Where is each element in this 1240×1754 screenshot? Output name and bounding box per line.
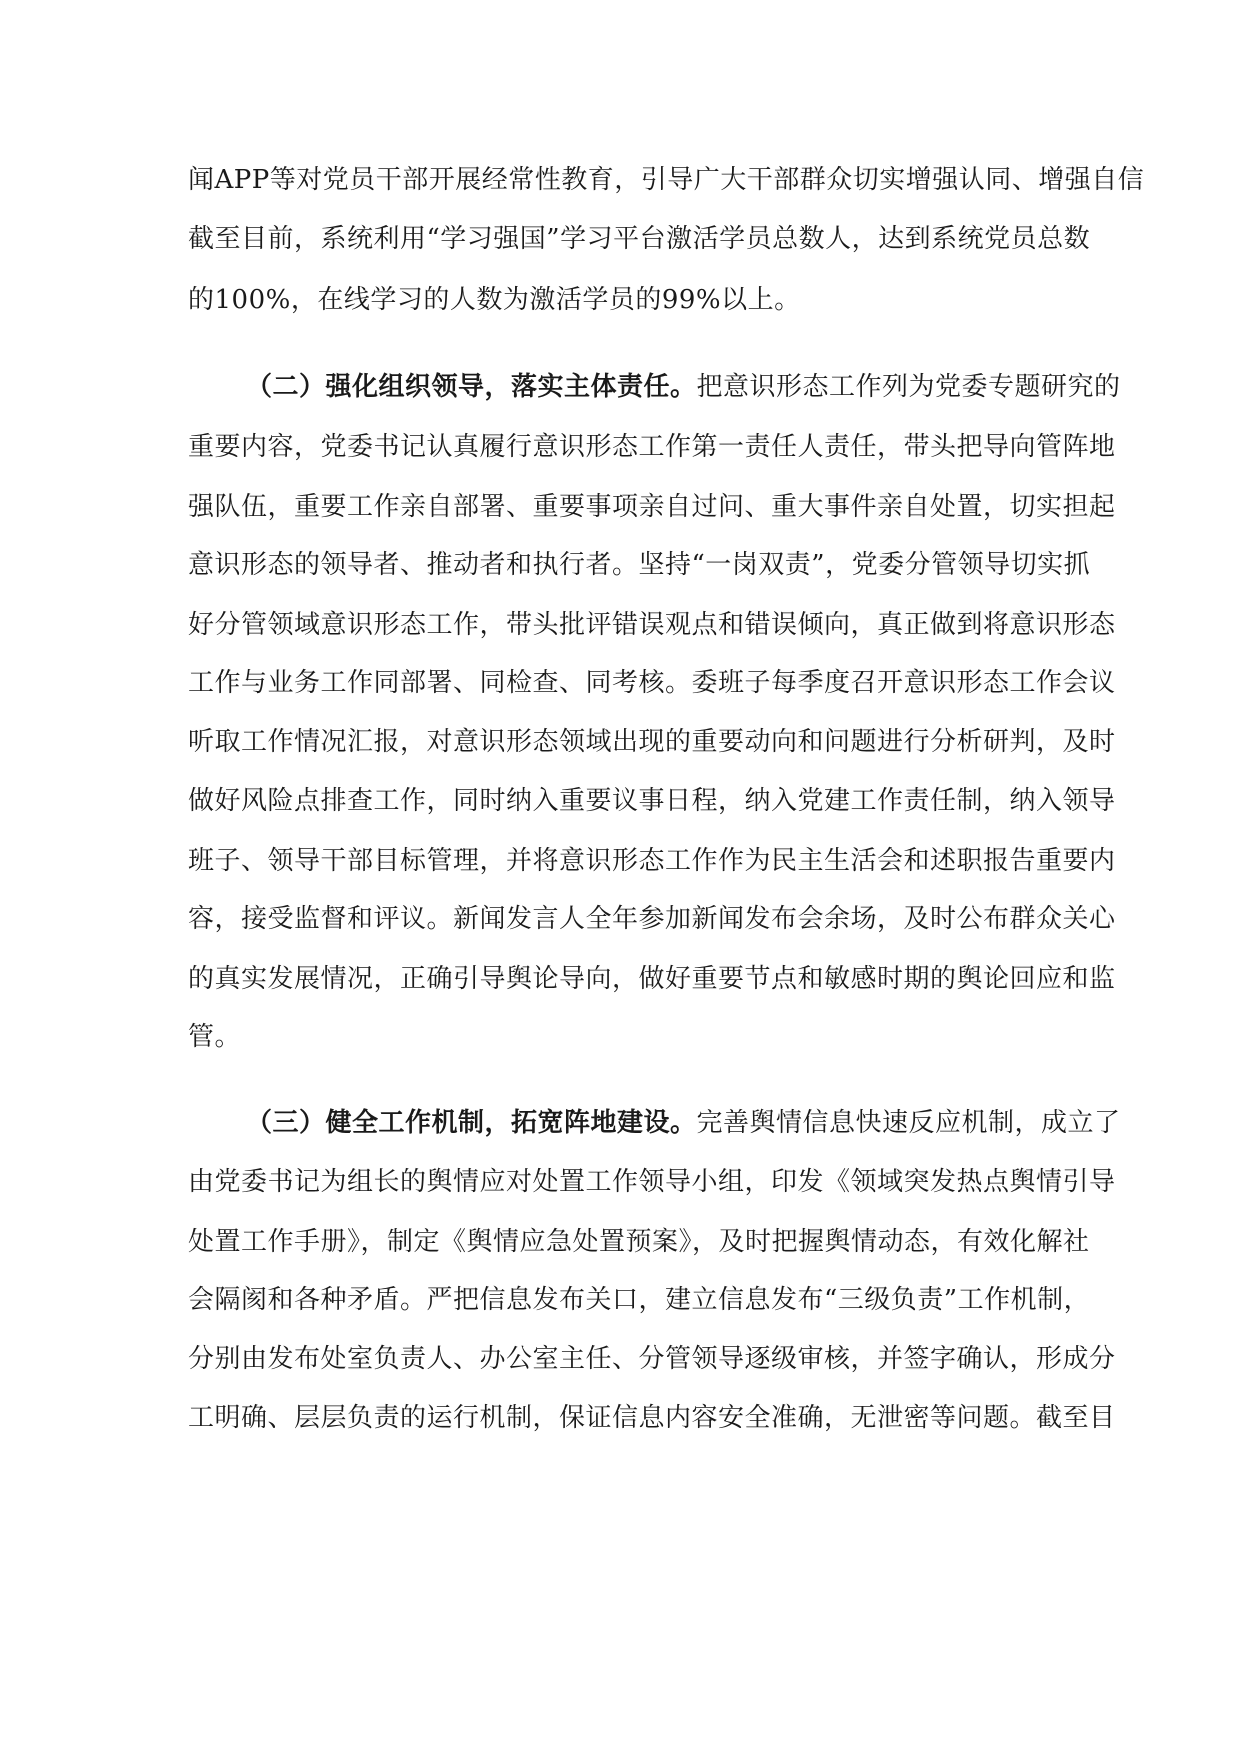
paragraph-line: 强队伍，重要工作亲自部署、重要事项亲自过问、重大事件亲自处置，切实担起 <box>188 492 1116 522</box>
paragraph-line: 截至目前，系统利用“学习强国”学习平台激活学员总数人，达到系统党员总数 <box>188 224 1091 254</box>
section-3-first-line-text: 完善舆情信息快速反应机制，成立了 <box>696 1108 1121 1138</box>
paragraph-line: 工明确、层层负责的运行机制，保证信息内容安全准确，无泄密等问题。截至目 <box>188 1403 1116 1433</box>
paragraph-line: 由党委书记为组长的舆情应对处置工作领导小组，印发《领域突发热点舆情引导 <box>188 1167 1116 1197</box>
paragraph-line: 工作与业务工作同部署、同检查、同考核。委班子每季度召开意识形态工作会议 <box>188 668 1116 698</box>
paragraph-line: 做好风险点排查工作，同时纳入重要议事日程，纳入党建工作责任制，纳入领导 <box>188 786 1116 816</box>
paragraph-line: 闻APP等对党员干部开展经常性教育，引导广大干部群众切实增强认同、增强自信 <box>188 165 1145 195</box>
paragraph-line: 重要内容，党委书记认真履行意识形态工作第一责任人责任，带头把导向管阵地 <box>188 432 1116 462</box>
paragraph-line: 的100%，在线学习的人数为激活学员的99%以上。 <box>188 285 801 315</box>
paragraph-line: 容，接受监督和评议。新闻发言人全年参加新闻发布会余场，及时公布群众关心 <box>188 904 1116 934</box>
paragraph-line: 听取工作情况汇报，对意识形态领域出现的重要动向和问题进行分析研判，及时 <box>188 727 1116 757</box>
paragraph-line: 会隔阂和各种矛盾。严把信息发布关口，建立信息发布“三级负责”工作机制， <box>188 1285 1091 1315</box>
section-3-first-line <box>246 1106 1121 1140</box>
paragraph-line: 分别由发布处室负责人、办公室主任、分管领导逐级审核，并签字确认，形成分 <box>188 1344 1116 1374</box>
section-2-first-line <box>246 370 1121 404</box>
paragraph-line: 管。 <box>188 1022 242 1052</box>
section-3-heading: （三）健全工作机制，拓宽阵地建设。 <box>246 1108 697 1138</box>
paragraph-line: 班子、领导干部目标管理，并将意识形态工作作为民主生活会和述职报告重要内 <box>188 846 1116 876</box>
section-2-first-line-text: 把意识形态工作列为党委专题研究的 <box>696 372 1121 402</box>
paragraph-line: 好分管领域意识形态工作，带头批评错误观点和错误倾向，真正做到将意识形态 <box>188 610 1116 640</box>
paragraph-line: 的真实发展情况，正确引导舆论导向，做好重要节点和敏感时期的舆论回应和监 <box>188 964 1116 994</box>
paragraph-line: 处置工作手册》，制定《舆情应急处置预案》，及时把握舆情动态，有效化解社 <box>188 1227 1090 1257</box>
paragraph-line: 意识形态的领导者、推动者和执行者。坚持“一岗双责”，党委分管领导切实抓 <box>188 550 1091 580</box>
section-2-heading: （二）强化组织领导，落实主体责任。 <box>246 372 697 402</box>
